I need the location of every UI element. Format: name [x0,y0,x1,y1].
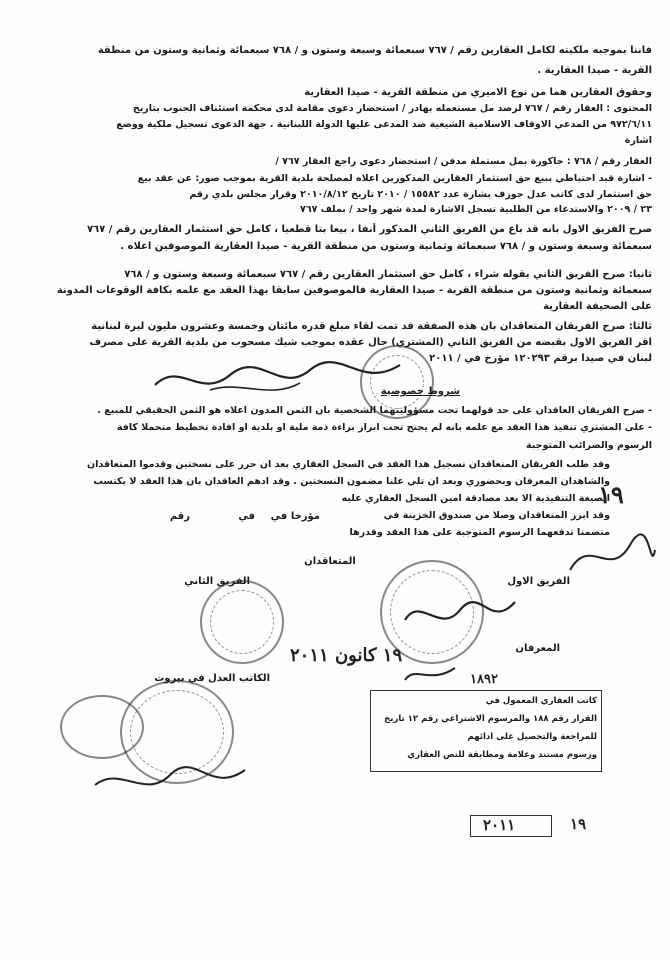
registry-scribble [400,660,460,690]
text-line: العقار رقم / ٧٦٨ : حاكورة بمل مستملة مدفن / استحضار دعوى راجع العقار ٧٦٧ / [275,156,652,167]
text-line: القرية - صيدا العقارية . [537,65,652,76]
number-label: رقم [169,511,190,522]
text-line: فاننا بموجبه ملكيته لكامل العقارين رقم / ٧٦٧ سبعمائة وسبعة وستون و / ٧٦٨ سبعمائة وثمانية وستون من منطقة [97,45,652,56]
text-line: اقر الفريق الاول بقبضه من الفريق الثاني (المشتري) حال عقده بموجب شيك مسحوب من بلدية القرية على مصرف [89,337,652,348]
text-line: المحتوى : العقار رقم / ٧٦٧ لرصد مل مستعمله بهادر / استحضار دعوى مقامة لدى محكمة استئناف الجنوب بتاريخ [132,103,652,114]
registry-date-box [470,815,552,837]
text-line: على الصحيفة العقارية [543,301,652,312]
text-line: ٢٣ / ٢٠٠٩ والاستدعاء من الطلبية تسجل الاشارة لمدة شهر واحد / بملف ٧٦٧ [300,204,652,215]
side-signature [560,530,660,590]
registry-line: القرار رقم ١٨٨ والمرسوم الاشتراعي رقم ١٢ تاريخ [384,714,597,724]
registry-small-number: ١٨٩٢ [470,672,498,687]
second-party-stamp [200,580,284,664]
in-label: في [238,511,255,522]
text-line: - اشارة قيد احتياطي ببيع حق استثمار العقارين المذكورين اعلاه لمصلحة بلدية القرية بموجب صور: عن عقد بيع [137,173,652,184]
text-line: ٩٧٢/٦/١١ من المدعي الاوقاف الاسلامية الشيعية ضد المدعى عليها الدولة اللبنانية . جهة الدعوى تسجيل ملكية ووضع [116,119,652,130]
registry-line: كاتب العقاري المعمول في [485,696,597,706]
text-line: ثانيا: صرح الفريق الثاني بقوله شراء ، كامل حق استثمار العقارين رقم / ٧٦٧ سبعمائة وسبعة وستون و / ٧٦٨ [124,269,652,280]
identifiers-label: المعرفان [515,643,560,654]
first-party-label: الفريق الاول [507,576,570,587]
first-party-signature [400,590,520,640]
registry-box [370,690,602,772]
condition-line: الرسوم والضرائب المتوجبة [525,440,652,451]
text-line: سبعمائة وسبعة وستون و / ٧٦٨ سبعمائة وثمانية وستون من منطقة القرية - صيدا العقارية الموصوفين اعلاه . [120,241,652,252]
registry-number: ١٩ [570,815,587,833]
condition-line: وقد طلب الفريقان المتعاقدان تسجيل هذا العقد في السجل العقاري بعد ان حرر على نسختين وقدموا المتعاقدان [87,459,610,470]
registry-line: للمراجعة والتحصيل على ادائهم [467,732,597,742]
condition-line: - على المشتري تنفيذ هذا العقد مع علمه بانه لم يحتج تحت ابراز براءة ذمة ملية او بلدية او افادة تخطيط متحملا كافة [116,422,652,433]
condition-line: والشاهدان المعرفان وبحضوري وبعد ان تلي علنا مضمون النسختين . وقد ادهم العاقدان بان هذا العقد لا يكتسب [93,476,610,487]
condition-line: الصيغة التنفيذية الا بعد مصادقة امين السجل العقاري عليه [341,493,610,504]
condition-line: - صرح الفريقان العاقدان على حد قولهما تحت مسؤوليتهما الشخصية بان الثمن المدون اعلاه هو الثمن الحقيقي للمبيع . [97,405,652,416]
notary-seal [60,695,144,759]
handwritten-date: ١٩ ك‍انون ٢٠١١ [290,645,403,666]
text-line: اشارة [624,135,652,146]
text-line: ثالثا: صرح الفريقان المتعاقدان بان هذه الصفقة قد تمت لقاء مبلغ قدره مائتان وخمسة وعشرون مليون ليرة لبنانية [91,321,652,332]
registry-date: ٢٠١١ [483,816,516,834]
notary-signature [90,760,250,810]
conditions-heading: شروط خصوصية [380,386,460,397]
text-line: لبنان في صيدا برقم ١٢٠٢٩٣ مؤرخ في / ٢٠١١ [429,353,652,364]
second-party-label: الفريق الثاني [184,576,250,587]
contractors-heading: المتعاقدان [304,556,356,567]
text-line: وحقوق العقارين هما من نوع الاميري من منطقة القرية - صيدا العقارية [304,87,652,98]
margin-number: ١٩ [598,480,624,509]
text-line: سبعمائة وثمانية وستون من منطقة القرية - صيدا العقارية فالموصوفين سابقا بهذا العقد مع علمه بكافة الوقوعات المدونة [56,285,652,296]
registry-line: ورسوم مستند وعلامة ومطابقة للنص العقاري [407,750,597,760]
text-line: صرح الفريق الاول بانه قد باع من الفريق الثاني المذكور أنفا ، بيعا بتا قطعيا ، كامل حق استثمار العقارين رقم / ٧٦٧ [86,224,652,235]
dated-label: مؤرخا في [270,511,320,522]
notary-label: الكاتب العدل في بيروت [154,673,270,684]
condition-line: متضمنا تدفعهما الرسوم المتوجبة على هذا العقد وقدرها [349,527,610,538]
text-line: حق استثمار لدى كاتب عدل جوزف بشارة عدد ١٥٥٨٢ / ٢٠١٠ تاريخ ٢٠١٠/٨/١٢ وقرار مجلس بلدي رقم [189,189,652,200]
condition-line: وقد ابرز المتعاقدان وصلا من صندوق الخزينة في [383,510,610,521]
